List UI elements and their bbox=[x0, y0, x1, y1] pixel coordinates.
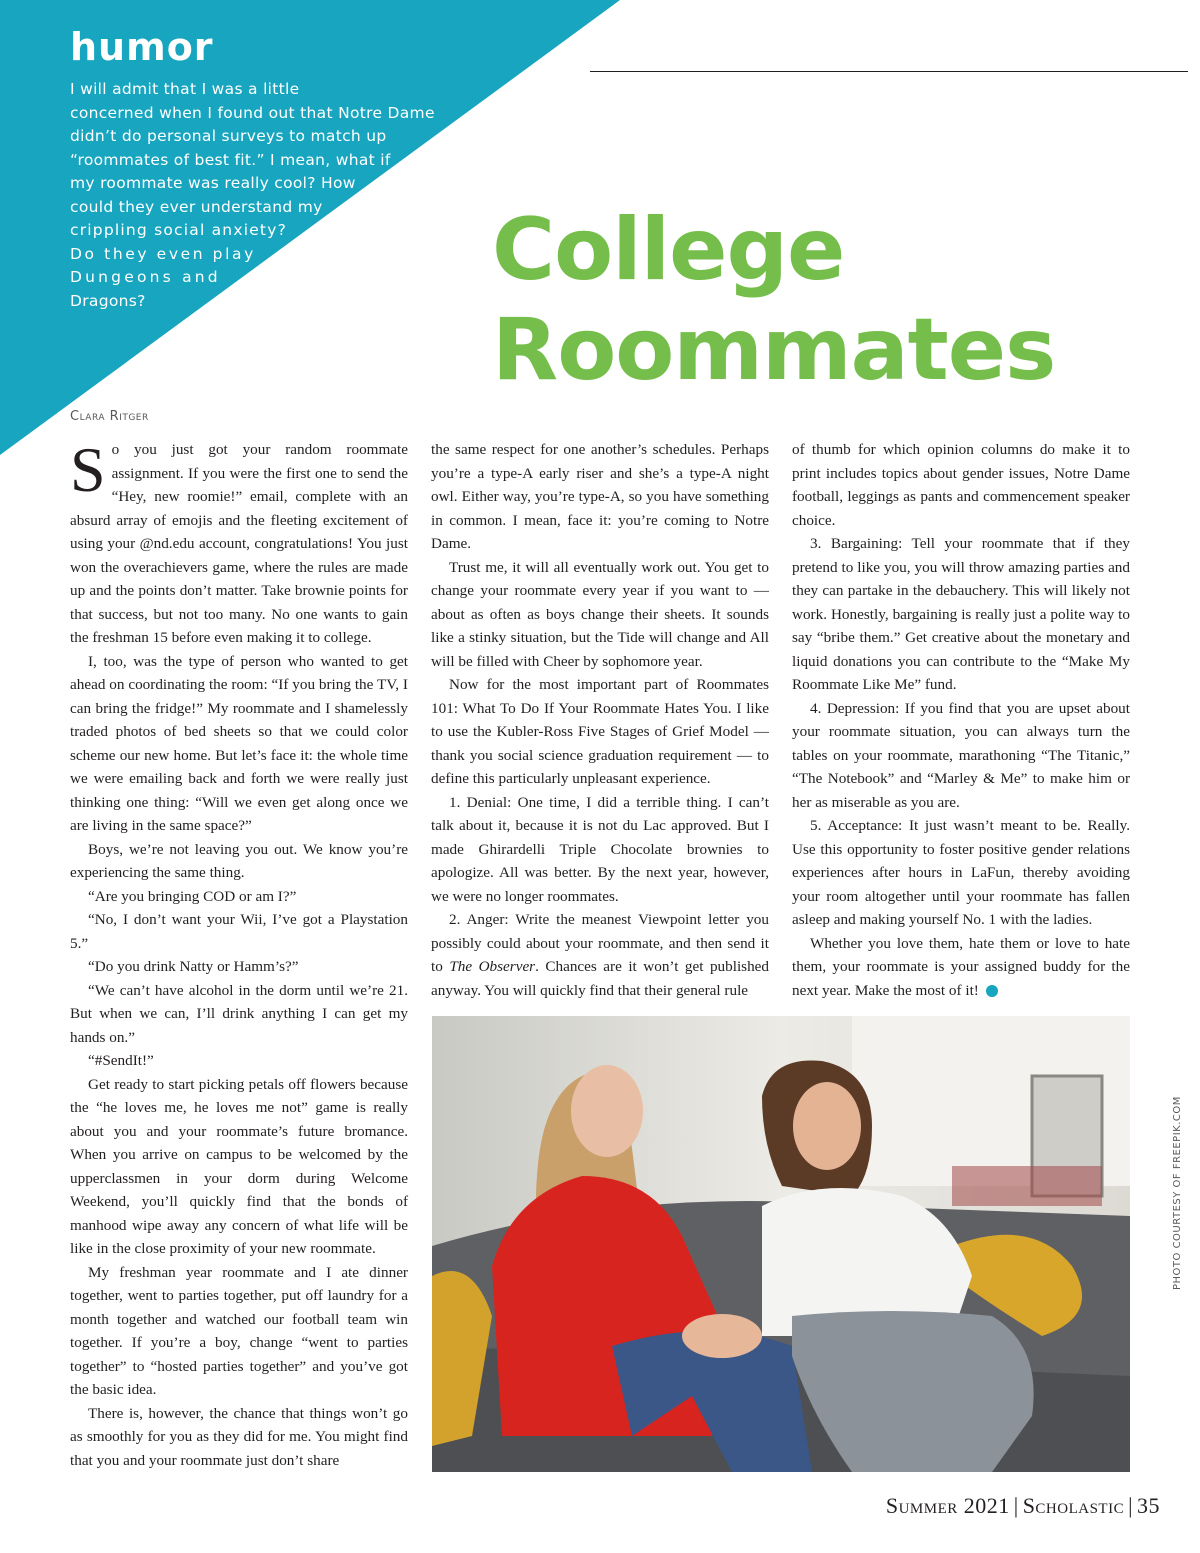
text-column-3 bbox=[792, 438, 1130, 1002]
magazine-name: Scholastic bbox=[1022, 1493, 1125, 1518]
deck-line: crippling social anxiety? bbox=[70, 221, 288, 239]
title-line-2: Roommates bbox=[492, 300, 1056, 400]
title-line-1: College bbox=[492, 200, 845, 300]
deck-line: didn’t do personal surveys to match up bbox=[70, 127, 387, 145]
article-title bbox=[492, 200, 1055, 400]
paragraph: Boys, we’re not leaving you out. We know you’re experiencing the same thing. bbox=[70, 840, 408, 881]
paragraph: “No, I don’t want your Wii, I’ve got a Playstation 5.” bbox=[70, 911, 408, 952]
paragraph: “Do you drink Natty or Hamm’s?” bbox=[88, 958, 299, 975]
paragraph: 5. Acceptance: It just wasn’t meant to be. Really. Use this opportunity to foster positive gender relations experiences after hours in LaFun, thereby avoiding your room altogether until your roommate has fallen asleep and making yourself No. 1 with the ladies. bbox=[792, 817, 1130, 928]
photo-illustration bbox=[432, 1016, 1130, 1472]
text-column-1 bbox=[70, 434, 408, 1472]
deck-line: my roommate was really cool? How bbox=[70, 174, 356, 192]
photo-credit: PHOTO COURTESY OF FREEPIK.COM bbox=[1172, 1096, 1183, 1290]
paragraph: Now for the most important part of Roommates 101: What To Do If Your Roommate Hates You. I like to use the Kubler-Ross Five Stages of Grief Model — thank you social science graduation requirement — to define this particularly unpleasant experience. bbox=[431, 676, 769, 787]
paragraph: Get ready to start picking petals off flowers because the “he loves me, he loves me not” game is really about you and your roommate’s future bromance. When you arrive on campus to be welcomed by the upperclassmen in your dorm during Welcome Weekend, you’ll quickly find that the bonds of manhood wipe away any concern of what life will be like in the close proximity of your new roommate. bbox=[70, 1075, 408, 1257]
deck-line: I will admit that I was a little bbox=[70, 80, 300, 98]
paragraph: 2. Anger: Write the meanest Viewpoint letter you possibly could about your roommate, and then send it to The Observer. Chances are it won’t get published anyway. You will quickly find that their general rule bbox=[431, 911, 769, 999]
publication-name: The Observer bbox=[449, 958, 536, 975]
text-column-2 bbox=[431, 438, 769, 1002]
page-number: 35 bbox=[1137, 1493, 1160, 1518]
page-footer: Summer 2021 | Scholastic | 35 bbox=[885, 1493, 1160, 1518]
paragraph: the same respect for one another’s schedules. Perhaps you’re a type-A early riser and she’s a type-A night owl. Either way, you’re type-A, so you have something in common. I mean, face it: you’re coming to Notre Dame. bbox=[431, 441, 769, 552]
deck-line: could they ever understand my bbox=[70, 197, 323, 216]
deck-line: Do they even play bbox=[70, 244, 256, 263]
header-rule bbox=[590, 71, 1188, 72]
paragraph: “Are you bringing COD or am I?” bbox=[88, 887, 297, 905]
paragraph: “We can’t have alcohol in the dorm until we’re 21. But when we can, I’ll drink anything I can get my hands on.” bbox=[70, 981, 408, 1046]
byline: Clara Ritger bbox=[70, 409, 149, 424]
paragraph: 4. Depression: If you find that you are upset about your roommate situation, you can always turn the tables on your roommate, marathoning “The Titanic,” “The Notebook” and “Marley & Me” to make him or her as miserable as you are. bbox=[792, 699, 1130, 811]
paragraph: Trust me, it will all eventually work out. You get to change your roommate every year if you want to — about as often as boys change their sheets. It sounds like a stinky situation, but the Tide will change and All will be filled with Cheer by sophomore year. bbox=[431, 558, 769, 670]
paragraph: 3. Bargaining: Tell your roommate that if they pretend to like you, you will throw amazing parties and they can partake in the debauchery. This will likely not work. Honestly, bargaining is really just a polite way to say “bribe them.” Get creative about the monetary and liquid donations you can contribute to the “Make My Roommate Like Me” fund. bbox=[792, 535, 1130, 693]
issue-season: Summer 2021 bbox=[885, 1493, 1010, 1518]
end-mark-icon: S bbox=[986, 985, 998, 997]
article-photo bbox=[432, 1016, 1130, 1472]
deck-line: concerned when I found out that Notre Dame bbox=[70, 103, 435, 122]
paragraph: There is, however, the chance that things won’t go as smoothly for you as they did for me. You might find that you and your roommate just don’t share bbox=[70, 1404, 408, 1469]
drop-cap: S bbox=[70, 434, 106, 505]
paragraph: So you just got your random roommate assignment. If you were the first one to send the “Hey, new roomie!” email, complete with an absurd array of emojis and the fleeting excitement of using your @nd.edu account, congratulations! You just won the overachievers game, where the rules are made up and the points don’t matter. Take brownie points for that success, but not too many. No one wants to gain the freshman 15 before even making it to college. bbox=[70, 434, 408, 646]
section-label: humor bbox=[70, 25, 214, 69]
intro-deck bbox=[70, 78, 470, 313]
deck-line: Dungeons and bbox=[70, 268, 221, 286]
paragraph: 1. Denial: One time, I did a terrible thing. I can’t talk about it, because it is not du Lac approved. But I made Ghirardelli Triple Chocolate brownies to apologize. All was better. By the next year, however, we were no longer roommates. bbox=[431, 793, 769, 905]
deck-line: “roommates of best fit.” I mean, what if bbox=[70, 150, 391, 169]
paragraph: I, too, was the type of person who wanted to get ahead on coordinating the room: “If you bring the TV, I can bring the fridge!” My roommate and I shamelessly traded photos of bed sheets so that we could color scheme our new home. But let’s face it: the whole time we were emailing back and forth we were really just thinking one thing: “Will we even get along once we are living in the same space?” bbox=[70, 652, 408, 834]
paragraph: of thumb for which opinion columns do make it to print includes topics about gender issues, Notre Dame football, leggings as pants and commencement speaker choice. bbox=[792, 441, 1130, 529]
deck-line: Dragons? bbox=[70, 291, 146, 310]
paragraph: My freshman year roommate and I ate dinner together, went to parties together, put off laundry for a month together and watched our football team win together. If you’re a boy, change “went to parties together” to “hosted parties together” and you’ve got the basic idea. bbox=[70, 1263, 408, 1398]
paragraph: Whether you love them, hate them or love to hate them, your roommate is your assigned buddy for the next year. Make the most of it! S bbox=[792, 934, 1130, 999]
paragraph: “#SendIt!” bbox=[88, 1052, 154, 1069]
